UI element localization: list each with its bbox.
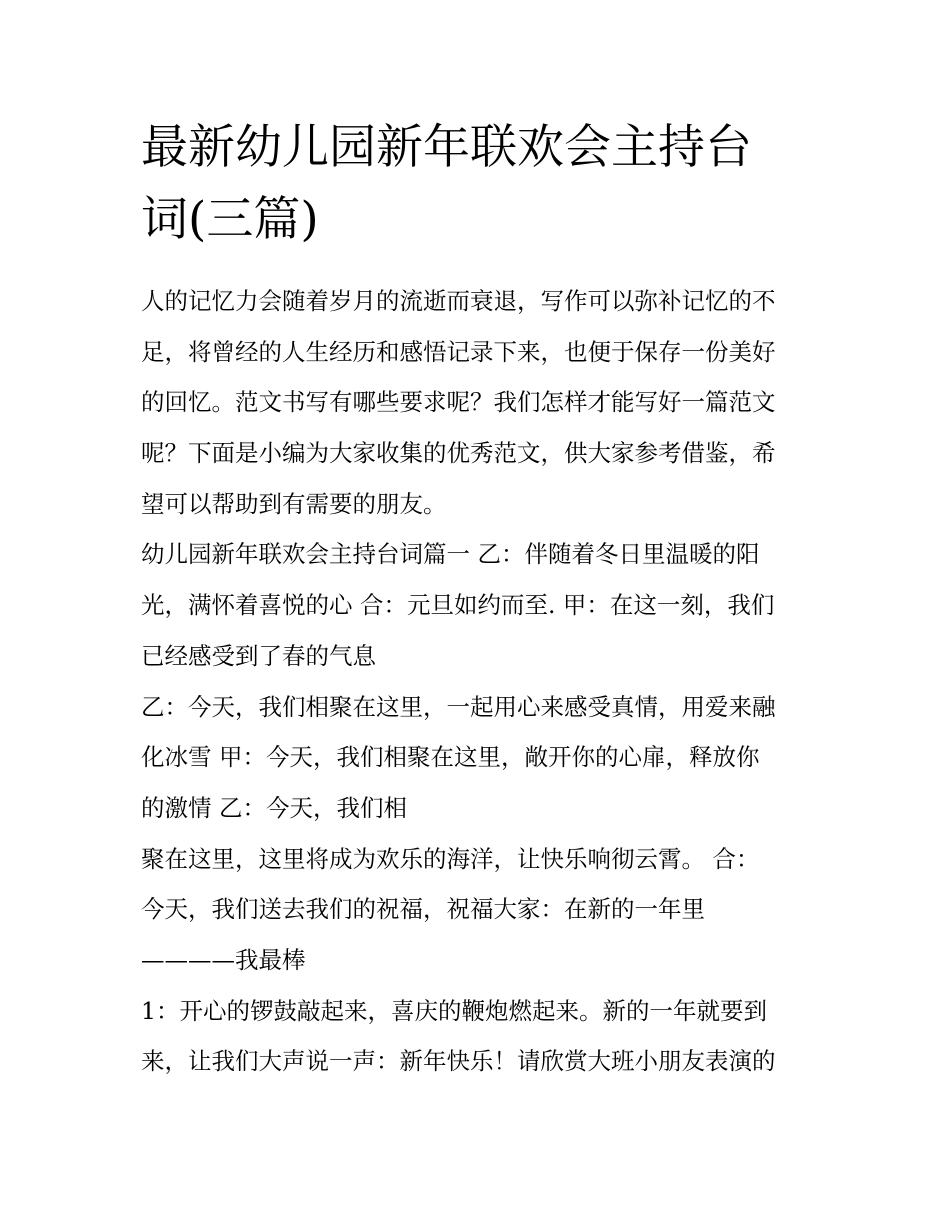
body-line: 光，满怀着喜悦的心 合：元旦如约而至. 甲：在这一刻，我们 xyxy=(141,591,775,620)
body-line: 足，将曾经的人生经历和感悟记录下来，也便于保存一份美好 xyxy=(141,337,776,366)
body-line: 呢？下面是小编为大家收集的优秀范文，供大家参考借鉴，希 xyxy=(141,439,776,468)
body-line: 化冰雪 甲：今天，我们相聚在这里，敞开你的心扉，释放你 xyxy=(141,743,760,772)
title-line: 词(三篇) xyxy=(141,192,319,247)
title-line: 最新幼儿园新年联欢会主持台 xyxy=(141,120,752,175)
body-line: 的回忆。范文书写有哪些要求呢？我们怎样才能写好一篇范文 xyxy=(141,388,776,417)
document-body xyxy=(141,276,821,1087)
body-line: 1：开心的锣鼓敲起来，喜庆的鞭炮燃起来。新的一年就要到 xyxy=(141,996,767,1025)
body-line: 人的记忆力会随着岁月的流逝而衰退，写作可以弥补记忆的不 xyxy=(141,287,776,315)
body-line: 幼儿园新年联欢会主持台词篇一 乙：伴随着冬日里温暖的阳 xyxy=(141,540,760,569)
body-line: 望可以帮助到有需要的朋友。 xyxy=(141,489,447,518)
body-line: 来，让我们大声说一声：新年快乐！请欣赏大班小朋友表演的 xyxy=(141,1047,776,1076)
body-line: 乙：今天，我们相聚在这里，一起用心来感受真情，用爱来融 xyxy=(141,692,776,721)
document-title xyxy=(141,112,821,256)
body-line: 的激情 乙：今天，我们相 xyxy=(141,793,407,822)
body-line: 今天，我们送去我们的祝福，祝福大家：在新的一年里 xyxy=(141,895,705,924)
body-line: 聚在这里，这里将成为欢乐的海洋，让快乐响彻云霄。 合： xyxy=(141,844,760,873)
body-line: ————我最棒 xyxy=(141,945,306,974)
body-line: 已经感受到了春的气息 xyxy=(141,641,376,670)
